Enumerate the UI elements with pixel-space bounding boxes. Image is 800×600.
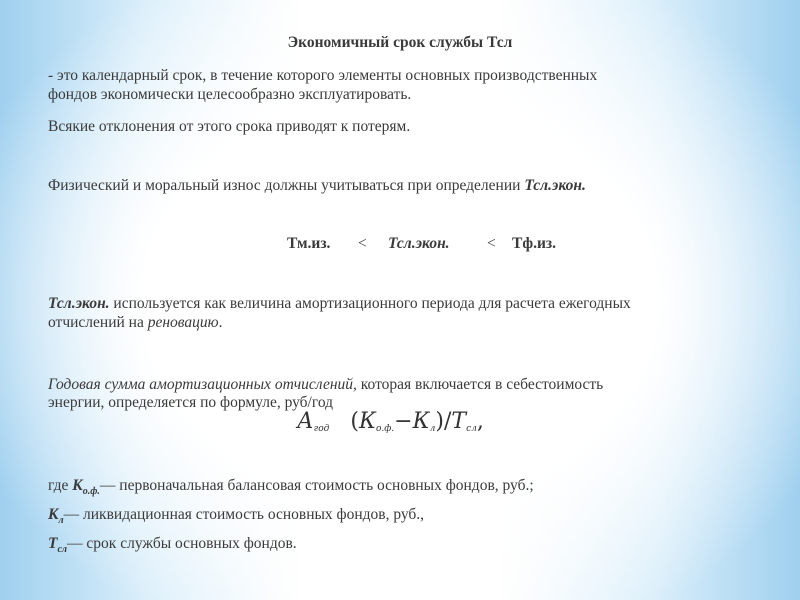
where-K: К — [72, 477, 83, 494]
formula-K2: К — [412, 409, 430, 434]
formula-K2-sub: л — [429, 424, 436, 434]
formula-comma: , — [476, 409, 484, 434]
formula-A-sub: год — [313, 424, 330, 434]
kl-text: — ликвидационная стоимость основных фондов, руб., — [63, 506, 425, 523]
annual-italic: Годовая сумма амортизационных отчислений, — [48, 376, 357, 393]
tsl-text: — срок службы основных фондов. — [67, 535, 297, 552]
slide-title: Экономичный срок службы Тсл — [287, 34, 513, 51]
inequality-right: Тф.из. — [512, 235, 556, 252]
formula-close-paren: ) — [435, 409, 444, 434]
formula-slash: / — [443, 409, 452, 434]
where-K-sub: о.ф. — [82, 486, 100, 497]
physical-wear-term: Тсл.экон. — [524, 177, 586, 194]
usage-line-2 — [48, 313, 222, 332]
formula-K1-sub: о.ф. — [375, 424, 395, 434]
deviations-text: Всякие отклонения от этого срока приводят к потерям. — [48, 118, 411, 135]
formula-A: А — [297, 409, 314, 434]
inequality-left: Тм.из. — [287, 235, 331, 252]
tsl-line — [48, 534, 297, 559]
physical-wear-paragraph — [48, 176, 586, 195]
inequality-middle: Тсл.экон. — [388, 235, 450, 252]
usage-term: Тсл.экон. — [48, 295, 110, 312]
formula-T-sub: сл — [466, 424, 477, 434]
usage-line-2-end: . — [218, 314, 223, 331]
kl-K: К — [48, 506, 59, 523]
formula-T: Т — [451, 409, 467, 434]
definition-line-2: фондов экономически целесообразно эксплуатировать. — [48, 86, 412, 103]
formula-K1: К — [358, 409, 376, 434]
formula-open-paren: ( — [350, 409, 359, 434]
amortization-formula — [297, 409, 484, 442]
inequality-op-1: < — [358, 235, 367, 252]
tsl-T-sub: сл — [57, 544, 68, 555]
where-line — [48, 476, 534, 501]
usage-renovation-term: реновацию — [147, 314, 219, 331]
inequality-op-2: < — [487, 235, 496, 252]
tsl-T: Т — [48, 535, 58, 552]
usage-text-2: отчислений на — [48, 314, 148, 331]
usage-line-1 — [48, 294, 631, 313]
formula-minus: − — [394, 409, 413, 434]
definition-line-1: - это календарный срок, в течение которого элементы основных производственных — [48, 67, 598, 84]
annual-line-1 — [48, 375, 603, 394]
where-lead: где — [48, 477, 73, 494]
kl-line — [48, 505, 424, 530]
annual-text-1: которая включается в себестоимость — [356, 376, 604, 393]
kl-K-sub: л — [58, 515, 64, 526]
usage-text-1: используется как величина амортизационного периода для расчета ежегодных — [109, 295, 631, 312]
annual-line-2: энергии, определяется по формуле, руб/год — [48, 394, 334, 411]
physical-wear-text: Физический и моральный износ должны учитываться при определении — [48, 177, 525, 194]
where-text: — первоначальная балансовая стоимость основных фондов, руб.; — [99, 477, 534, 494]
